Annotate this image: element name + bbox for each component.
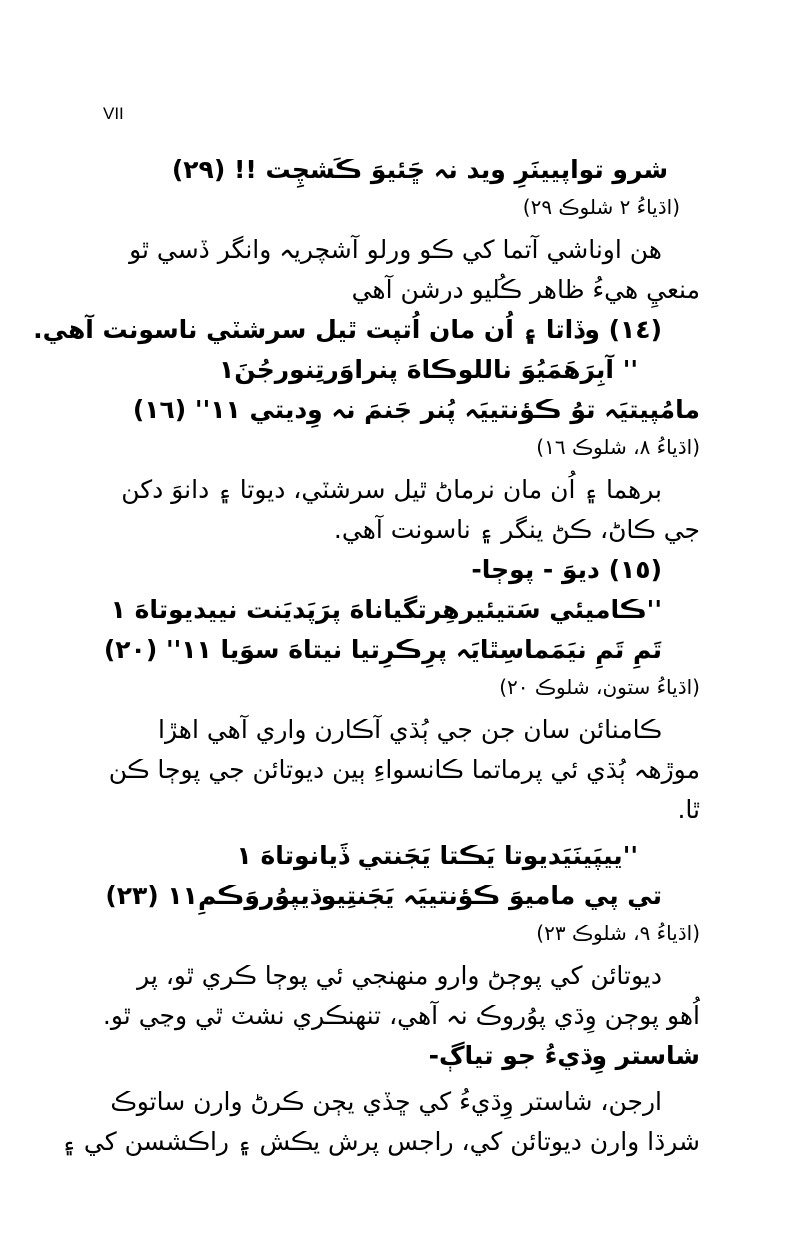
verse-reference: (اڌياءُ ٢ شلوڪ ٢٩)	[522, 195, 680, 219]
section-heading: شاستر وِڌيءُ جو تياڳ-	[428, 1041, 700, 1070]
verse-reference: (اڌياءُ ٩، شلوڪ ٢٣)	[536, 921, 700, 945]
paragraph-line: اُهو پوڄن وِڌي پوُروڪ نہ آهي، تنهنڪري نشٽ ٿي وڃي ٿو.	[102, 1001, 700, 1030]
paragraph-line: جي ڪاڻ، ڪڻ ينگر ۽ ناسونت آهي.	[333, 515, 700, 544]
verse-line: شرو تواپيينَرِ ويد نہ ڇَئيوَ ڪَشچِت !! (٢٩)	[171, 155, 669, 184]
page-number: VII	[103, 104, 124, 123]
paragraph-line: شرڌا وارن ديوتائن کي، راجس پرش يڪش ۽ راڪشسن کي ۽	[61, 1127, 700, 1156]
page-body	[33, 150, 700, 1162]
verse-line: تي پي مامیوَ ڪؤنتييَہ يَجَنتِيوڌيپوُروَڪمِ١١ (٢٣)	[105, 881, 662, 910]
verse-line: مامُپيتيَہ توُ ڪؤنتييَہ پُنر جَنمَ نہ وِديتي ١١'' (١٦)	[132, 395, 700, 424]
paragraph-line: ارجن، شاستر وِڌيءُ کي ڇڏي يڄن ڪرڻ وارن ساتوڪ	[110, 1087, 662, 1116]
paragraph-line: هن اوناشي آتما کي ڪو ورلو آشچريہ وانگر ڏسي ٿو	[129, 235, 662, 264]
paragraph-line: منعيِ هيءُ ظاهر ڪُليو درشن آهي	[351, 275, 700, 304]
section-heading: (١٤) وڏاتا ۽ اُن مان اُتپت ٿيل سرشٽي ناسونت آهي.	[33, 315, 662, 344]
paragraph-line: موڙهہ ٻُڌي ئي پرماتما ڪانسواءِ ٻين ديوتائن جي پوڄا ڪن	[108, 755, 700, 784]
paragraph-line: ڪامنائن سان جن جي ٻُڌي آڪارن واري آهي اهڙا	[158, 715, 662, 744]
paragraph-line: ديوتائن کي پوڄڻ وارو منهنجي ئي پوڄا ڪري ٿو، پر	[137, 961, 662, 990]
verse-reference: (اڌياءُ ٨، شلوڪ ١٦)	[536, 435, 700, 459]
verse-line: ''ڪاميئي سَتيئيرهِرتگياناهَ پرَپَديَنت نييديوتاهَ ١	[110, 595, 662, 624]
verse-line: ''ييپَينَيَديوتا يَڪتا يَجَنتي ڏَيانوتاهَ ١	[236, 841, 638, 870]
verse-line: تَمِ تَمِ نيَمَماسِٿايَہ پرِڪرِتيا نيتاهَ سوَيا ١١'' (٢٠)	[103, 635, 662, 664]
section-heading: (١٥) ديوَ - پوڄا-	[471, 555, 662, 584]
paragraph-line: ٿا.	[677, 795, 700, 824]
verse-reference: (اڌياءُ ستون، شلوڪ ٢٠)	[499, 675, 700, 699]
verse-line: '' آبِرَهَمَيُوَ ناللوڪاهَ پنراوَرتِنورجُنَ۱	[218, 355, 638, 384]
paragraph-line: برهما ۽ اُن مان نرماڻ ٿيل سرشٽي، ديوتا ۽ دانوَ دکن	[121, 475, 662, 504]
